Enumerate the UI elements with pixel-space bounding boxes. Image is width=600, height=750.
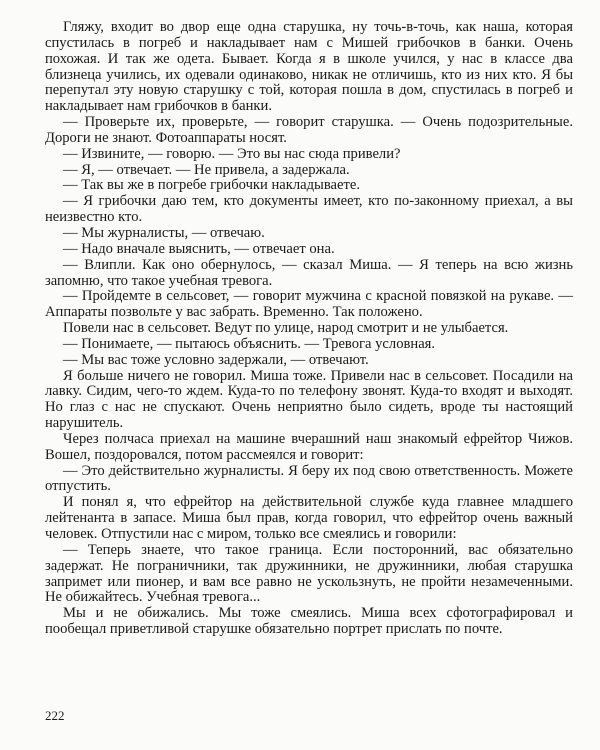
paragraph: — Я, — отвечает. — Не привела, а задержала. (63, 161, 350, 178)
paragraph: — Проверьте их, проверьте, — говорит старушка. — Очень подозрительные. Дороги не знают. Фотоаппараты носят. (45, 114, 573, 146)
paragraph: — Я грибочки даю тем, кто документы имеет, кто по-законному приехал, а вы неизвестно кто. (45, 193, 573, 226)
paragraph: — Понимаете, — пытаюсь объяснить. — Тревога условная. (63, 335, 436, 352)
paragraph: Мы и не обижались. Мы тоже смеялись. Миша всех сфотографировал и пообещал приветливой старушке обязательно портрет прислать по почте. (45, 605, 573, 638)
paragraph: — Это действительно журналисты. Я беру их под свою ответственность. Можете отпустить. (45, 462, 573, 495)
paragraph: — Так вы же в погребе грибочки накладываете. (63, 177, 360, 194)
paragraph: Гляжу, входит во двор еще одна старушка, ну точь-в-точь, как наша, которая спустилась в погреб и накладывает нам с Мишей грибочков в банки. Очень похожая. И так же одета. Бывает. Когда я в школе учился, у нас в классе два близнеца учились, их одевали одинаково, никак не отличишь, кто из них кто. Я бы перепутал эту новую старушку с той, которая пошла в дом, спустилась в погреб и накладывает нам грибочков в банки. (45, 19, 573, 115)
body-text (45, 20, 573, 638)
paragraph: — Надо вначале выяснить, — отвечает она. (63, 240, 335, 257)
paragraph: — Теперь знаете, что такое граница. Если посторонний, вас обязательно задержат. Не пограничники, так дружинники, не дружинники, любая старушка запримет или пионер, и вам все равно не ускользнуть, не пройти незамеченными. Не обижайтесь. Учебная тревога... (45, 541, 573, 606)
paragraph: — Мы вас тоже условно задержали, — отвечают. (63, 351, 369, 368)
paragraph: — Извините, — говорю. — Это вы нас сюда привели? (63, 145, 401, 162)
paragraph: Я больше ничего не говорил. Миша тоже. Привели нас в сельсовет. Посадили на лавку. Сидим, чего-то ждем. Куда-то по телефону звонят. Куда-то входят и выходят. Но глаз с нас не спускают. Очень неприятно было сидеть, вроде ты настоящий нарушитель. (45, 367, 573, 432)
paragraph: И понял я, что ефрейтор на действительной службе куда главнее младшего лейтенанта в запасе. Миша был прав, когда говорил, что ефрейтор очень важный человек. Отпустили нас с миром, только все смеялись и говорили: (45, 494, 573, 542)
paragraph: — Мы журналисты, — отвечаю. (63, 224, 265, 241)
paragraph: Через полчаса приехал на машине вчерашний наш знакомый ефрейтор Чижов. Вошел, поздоровался, потом рассмеялся и говорит: (45, 430, 573, 463)
paragraph: — Пройдемте в сельсовет, — говорит мужчина с красной повязкой на рукаве. — Аппараты позвольте у вас забрать. Временно. Так положено. (45, 288, 573, 321)
page-number: 222 (45, 708, 65, 723)
paragraph: Повели нас в сельсовет. Ведут по улице, народ смотрит и не улыбается. (63, 320, 509, 337)
paragraph: — Влипли. Как оно обернулось, — сказал Миша. — Я теперь на всю жизнь запомню, что такое учебная тревога. (45, 256, 573, 289)
